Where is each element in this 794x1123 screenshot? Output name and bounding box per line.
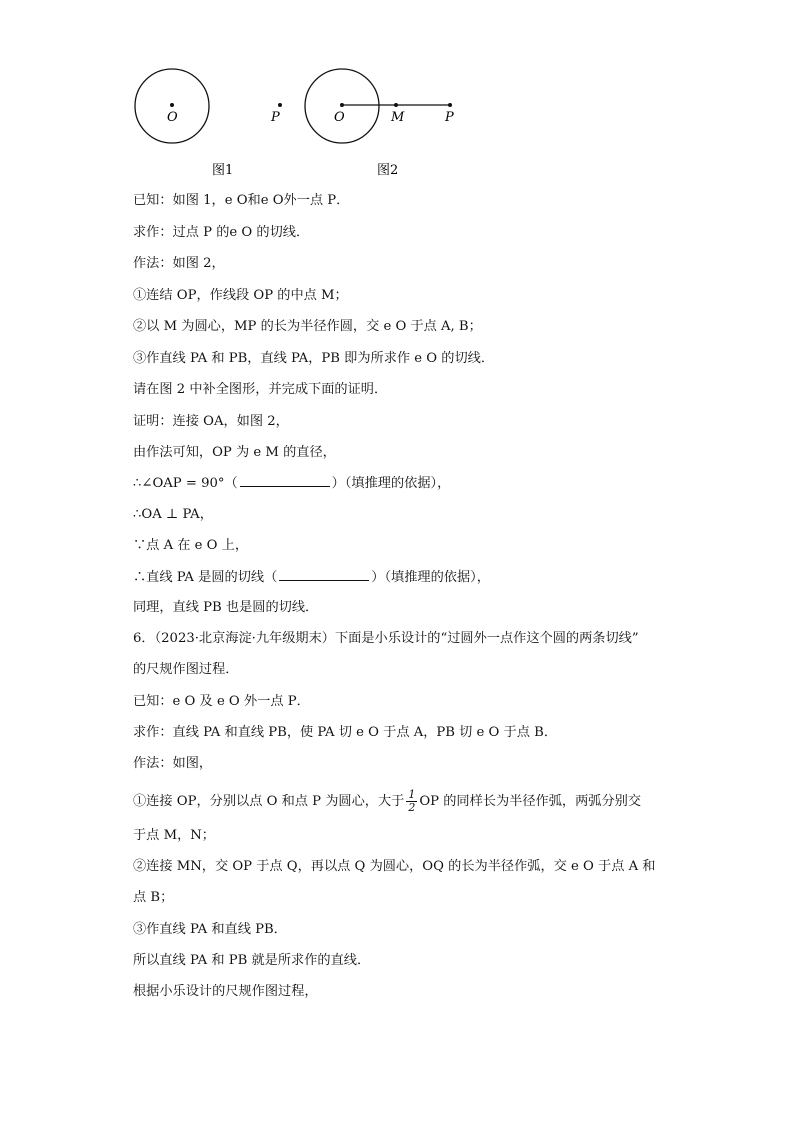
fig2-center-point [340, 103, 344, 107]
fraction-one-half [406, 789, 417, 814]
text-line: ③作直线 PA 和直线 PB． [133, 922, 287, 937]
line-segment: ∴直线 PA 是圆的切线（ [133, 570, 278, 585]
fig1-caption: 图1 [212, 163, 234, 178]
line-segment: ∴∠OAP = 90°（ [133, 476, 238, 491]
text-line: 由作法可知，OP 为 e M 的直径， [133, 445, 336, 460]
fig2-mid-label: M [391, 110, 405, 125]
text-line: 求作：过点 P 的e O 的切线． [133, 225, 310, 240]
text-line: ①连结 OP，作线段 OP 的中点 M； [133, 288, 348, 303]
text-line: ∴OA ⊥ PA， [133, 507, 213, 522]
text-line: ∵点 A 在 e O 上， [133, 538, 249, 553]
fig2-mid-point [394, 103, 398, 107]
text-line-with-fraction [133, 789, 773, 814]
text-line: 已知：如图 1，e O和e O外一点 P． [133, 193, 350, 208]
fig1-point-p [278, 103, 282, 107]
fig2-point-label: P [445, 110, 454, 125]
text-line: ③作直线 PA 和 PB，直线 PA，PB 即为所求作 e O 的切线． [133, 351, 495, 366]
text-line: 请在图 2 中补全图形，并完成下面的证明． [133, 382, 388, 397]
text-line: 作法：如图 2， [133, 256, 225, 271]
fig2-point-p [448, 103, 452, 107]
text-line: ②连接 MN，交 OP 于点 Q，再以点 Q 为圆心，OQ 的长为半径作弧，交 e O 于点 A 和 [133, 859, 656, 874]
line-segment: OP 的同样长为半径作弧，两弧分别交 [419, 794, 642, 809]
text-line: 点 B； [133, 890, 174, 905]
text-line: 作法：如图， [133, 756, 213, 771]
fig1-center-label: O [167, 110, 178, 125]
text-line: 所以直线 PA 和 PB 就是所求作的直线． [133, 953, 371, 968]
text-line-with-blank [133, 473, 773, 494]
answer-blank[interactable] [240, 473, 330, 487]
line-segment: ）（填推理的依据）， [331, 476, 451, 491]
fig2-caption: 图2 [377, 163, 399, 178]
text-line: 的尺规作图过程． [133, 662, 239, 677]
text-line: 根据小乐设计的尺规作图过程， [133, 984, 318, 999]
line-segment: ①连接 OP，分别以点 O 和点 P 为圆心，大于 [133, 794, 405, 809]
fig2-center-label: O [334, 110, 345, 125]
text-line: 于点 M，N； [133, 828, 215, 843]
fig1-point-label: P [271, 110, 280, 125]
answer-blank[interactable] [279, 567, 369, 581]
fig1-center-point [170, 103, 174, 107]
text-line: 同理，直线 PB 也是圆的切线． [133, 600, 319, 615]
text-line: 证明：连接 OA，如图 2， [133, 414, 289, 429]
text-line: 已知：e O 及 e O 外一点 P． [133, 694, 310, 709]
text-line: ②以 M 为圆心，MP 的长为半径作圆，交 e O 于点 A, B； [133, 319, 482, 334]
question-heading: 6．（2023·北京海淀·九年级期末）下面是小乐设计的“过圆外一点作这个圆的两条切线” [133, 631, 639, 646]
text-line-with-blank [133, 567, 773, 588]
fraction-numerator: 1 [408, 788, 416, 801]
fraction-denominator: 2 [408, 801, 416, 814]
geometry-figures [0, 0, 794, 190]
text-line: 求作：直线 PA 和直线 PB，使 PA 切 e O 于点 A，PB 切 e O 于点 B． [133, 725, 558, 740]
line-segment: ）（填推理的依据）， [371, 570, 490, 585]
